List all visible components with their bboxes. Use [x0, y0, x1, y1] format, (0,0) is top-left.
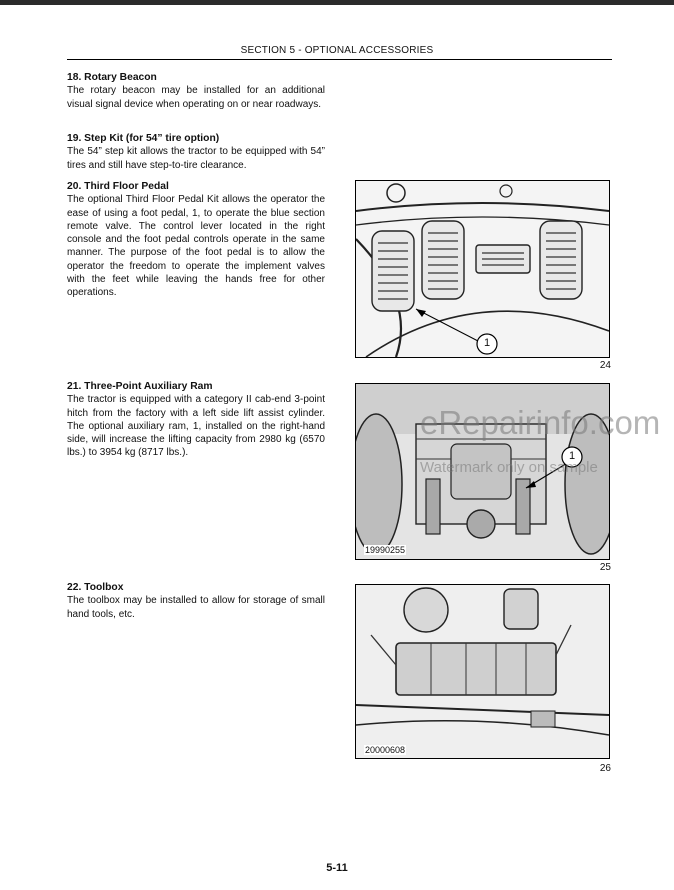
- item-title: 20. Third Floor Pedal: [67, 181, 169, 192]
- item-title: 19. Step Kit (for 54” tire option): [67, 133, 220, 144]
- section-title: SECTION 5 - OPTIONAL ACCESSORIES: [240, 45, 434, 56]
- item-third-floor-pedal: [67, 180, 325, 300]
- watermark-note: Watermark only on sample: [420, 459, 598, 476]
- figure-24-foot-pedals: [355, 180, 610, 358]
- item-three-point-auxiliary-ram: [67, 380, 325, 460]
- page-number: 5-11: [326, 862, 348, 874]
- item-title: 22. Toolbox: [67, 582, 124, 593]
- watermark-site: eRepairinfo.com: [420, 404, 661, 441]
- image-code: 20000608: [365, 745, 406, 755]
- item-title: 18. Rotary Beacon: [67, 72, 157, 83]
- item-toolbox: [67, 581, 325, 621]
- item-body: The rotary beacon may be installed for an additional visual signal device when operating on or near roadways.: [67, 85, 325, 110]
- figure-number: 25: [599, 562, 611, 573]
- item-body: The tractor is equipped with a category II cab-end 3-point hitch from the factory with a left side lift assist cylinder. The optional auxiliary ram, 1, installed on the right-hand side, will increase the lifting capacity from 2980 kg (6570 lbs.) to 3954 kg (8717 lbs.).: [67, 394, 325, 459]
- image-code: 19990255: [365, 545, 406, 555]
- figure-number: 24: [599, 360, 611, 371]
- toolbox-illustration: [356, 585, 609, 758]
- top-border-rule: [0, 0, 674, 5]
- item-step-kit: [67, 132, 325, 172]
- item-body: The 54” step kit allows the tractor to be equipped with 54” tires and still have step-to-tire clearance.: [67, 146, 325, 171]
- figure-number: 26: [599, 763, 611, 774]
- figure-26-toolbox: [355, 584, 610, 759]
- section-divider: [67, 59, 612, 60]
- item-rotary-beacon: [67, 71, 325, 111]
- callout-number: 1: [568, 450, 576, 462]
- pedal-illustration: [356, 181, 609, 357]
- item-body: The toolbox may be installed to allow for storage of small hand tools, etc.: [67, 595, 325, 620]
- callout-number: 1: [483, 337, 491, 349]
- item-title: 21. Three-Point Auxiliary Ram: [67, 381, 213, 392]
- item-body: The optional Third Floor Pedal Kit allows the operator the ease of using a foot pedal, 1, to operate the blue section remote valve. The control lever located in the right console and the foot pedal controls operate in the same manner. The purpose of the foot pedal is to allow the operator the freedom to operate the implement valves with the feet while leaving the hands free for other operations.: [67, 194, 325, 299]
